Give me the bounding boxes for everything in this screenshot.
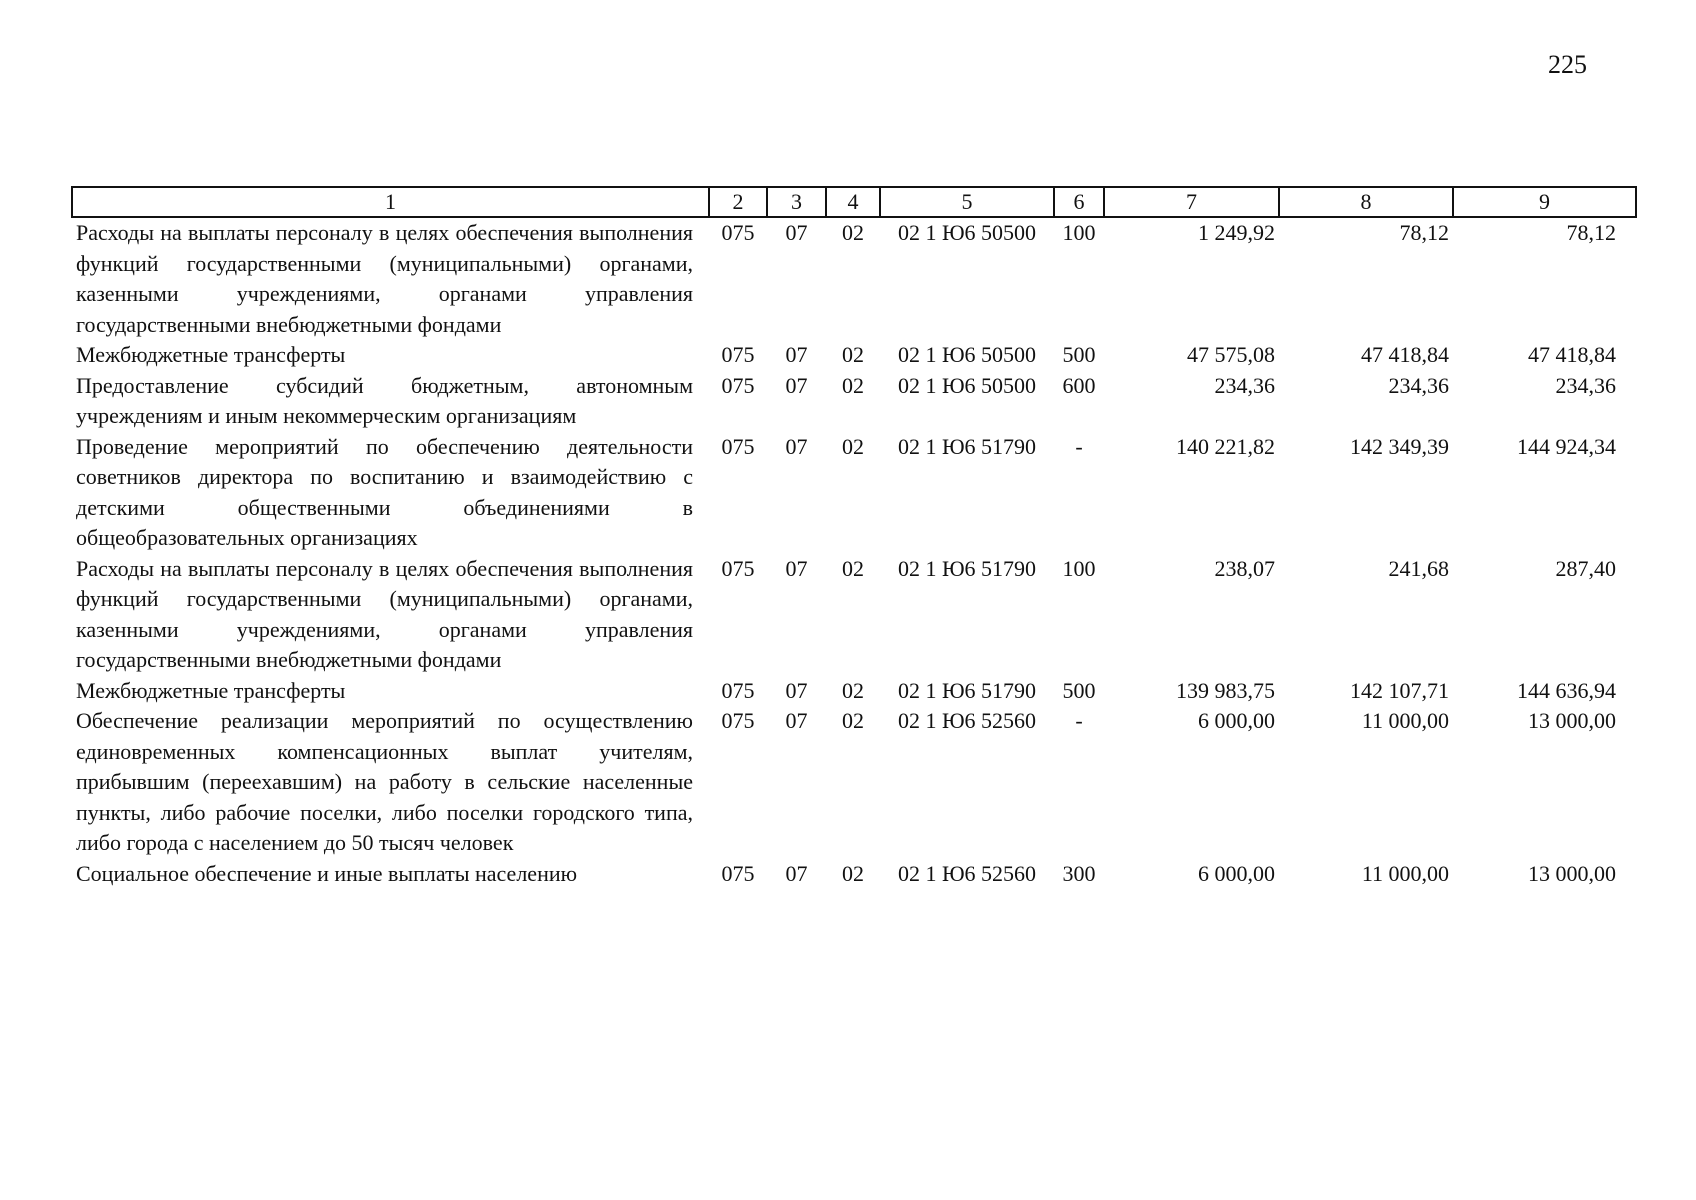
row-amount-col7: 6 000,00 (1198, 708, 1275, 733)
row-code-section: 07 (785, 860, 808, 886)
row-code-target: 02 1 Ю6 50500 (897, 220, 1037, 245)
row-description: Межбюджетные трансферты (76, 342, 346, 367)
row-code-ministry: 075 (721, 708, 755, 733)
row-code-subsection: 02 (842, 372, 864, 398)
row-amount-col8: 47 418,84 (1361, 342, 1449, 367)
row-amount-col9: 78,12 (1566, 220, 1616, 245)
header-col-6: 6 (1054, 187, 1104, 217)
row-description: Расходы на выплаты персоналу в целях обеспечения выполнения функций государственными (муниципальными) органами, казенными учреждениями, органами управления государственными внебюджетными фондами (76, 555, 693, 672)
table-row (72, 676, 1636, 707)
table-row (72, 217, 1636, 340)
table-row (72, 554, 1636, 676)
row-code-ministry: 075 (721, 555, 755, 581)
row-description: Предоставление субсидий бюджетным, автономным учреждениям и иным некоммерческим организациям (76, 372, 693, 428)
budget-table (71, 186, 1637, 889)
row-amount-col9: 47 418,84 (1528, 342, 1616, 367)
row-code-subsection: 02 (842, 342, 864, 367)
row-code-target: 02 1 Ю6 50500 (897, 342, 1037, 367)
row-amount-col7: 139 983,75 (1176, 677, 1275, 703)
row-code-subsection: 02 (842, 708, 864, 733)
row-amount-col8: 142 107,71 (1350, 677, 1449, 703)
row-code-ministry: 075 (721, 677, 755, 703)
row-code-section: 07 (785, 372, 808, 398)
row-amount-col8: 11 000,00 (1361, 708, 1449, 733)
row-code-section: 07 (785, 555, 808, 581)
row-code-section: 07 (785, 220, 808, 245)
header-col-8: 8 (1279, 187, 1453, 217)
table-row (72, 859, 1636, 890)
header-col-9: 9 (1453, 187, 1636, 217)
row-code-section: 07 (785, 677, 808, 703)
table-row (72, 340, 1636, 371)
row-amount-col8: 234,36 (1388, 372, 1449, 398)
row-code-target: 02 1 Ю6 50500 (897, 372, 1037, 398)
row-code-subsection: 02 (842, 860, 864, 886)
row-code-expense-type: 500 (1062, 677, 1096, 703)
row-code-subsection: 02 (842, 555, 864, 581)
table-row (72, 432, 1636, 554)
row-amount-col7: 1 249,92 (1198, 220, 1275, 245)
row-code-ministry: 075 (721, 433, 755, 459)
row-code-subsection: 02 (842, 220, 864, 245)
row-amount-col8: 78,12 (1399, 220, 1449, 245)
header-col-1: 1 (72, 187, 709, 217)
header-col-7: 7 (1104, 187, 1279, 217)
table-body (72, 217, 1636, 889)
row-code-target: 02 1 Ю6 51790 (897, 433, 1037, 459)
header-col-2: 2 (709, 187, 767, 217)
row-code-expense-type: - (1075, 433, 1083, 459)
row-amount-col7: 140 221,82 (1176, 433, 1275, 459)
row-amount-col7: 234,36 (1214, 372, 1275, 398)
row-amount-col9: 144 924,34 (1517, 433, 1616, 459)
row-description: Социальное обеспечение и иные выплаты населению (76, 860, 578, 886)
row-code-target: 02 1 Ю6 51790 (897, 555, 1037, 581)
row-code-subsection: 02 (842, 677, 864, 703)
row-description: Межбюджетные трансферты (76, 677, 346, 703)
row-amount-col7: 238,07 (1214, 555, 1275, 581)
row-code-target: 02 1 Ю6 52560 (897, 708, 1037, 733)
row-amount-col7: 6 000,00 (1198, 860, 1275, 886)
row-code-expense-type: 500 (1062, 342, 1096, 367)
row-code-expense-type: 100 (1062, 220, 1096, 245)
row-amount-col8: 241,68 (1388, 555, 1449, 581)
row-code-section: 07 (785, 342, 808, 367)
row-description: Расходы на выплаты персоналу в целях обеспечения выполнения функций государственными (муниципальными) органами, казенными учреждениями, органами управления государственными внебюджетными фондами (76, 220, 693, 337)
page-number: 225 (1548, 50, 1587, 79)
row-code-subsection: 02 (842, 433, 864, 459)
row-code-target: 02 1 Ю6 51790 (897, 677, 1037, 703)
row-amount-col9: 13 000,00 (1528, 860, 1616, 886)
row-amount-col8: 11 000,00 (1361, 860, 1449, 886)
row-amount-col9: 287,40 (1555, 555, 1616, 581)
row-code-expense-type: - (1075, 708, 1083, 733)
header-col-5: 5 (880, 187, 1054, 217)
row-code-target: 02 1 Ю6 52560 (897, 860, 1037, 886)
row-code-expense-type: 300 (1062, 860, 1096, 886)
table-header (72, 187, 1636, 217)
row-code-section: 07 (785, 433, 808, 459)
row-code-ministry: 075 (721, 342, 755, 367)
header-col-4: 4 (826, 187, 880, 217)
table-row (72, 706, 1636, 859)
row-code-ministry: 075 (721, 220, 755, 245)
row-description: Проведение мероприятий по обеспечению деятельности советников директора по воспитанию и взаимодействию с детскими общественными объединениями в общеобразовательных организациях (76, 433, 693, 550)
row-amount-col7: 47 575,08 (1187, 342, 1275, 367)
row-amount-col8: 142 349,39 (1350, 433, 1449, 459)
table-row (72, 371, 1636, 432)
header-col-3: 3 (767, 187, 826, 217)
row-code-section: 07 (785, 708, 808, 733)
header-row (72, 187, 1636, 217)
row-code-expense-type: 600 (1062, 372, 1096, 398)
row-amount-col9: 234,36 (1555, 372, 1616, 398)
row-amount-col9: 13 000,00 (1528, 708, 1616, 733)
row-description: Обеспечение реализации мероприятий по осуществлению единовременных компенсационных выплат учителям, прибывшим (переехавшим) на работу в сельские населенные пункты, либо рабочие поселки, либо поселки городского типа, либо города с населением до 50 тысяч человек (76, 708, 693, 855)
row-code-ministry: 075 (721, 860, 755, 886)
row-amount-col9: 144 636,94 (1517, 677, 1616, 703)
row-code-ministry: 075 (721, 372, 755, 398)
row-code-expense-type: 100 (1062, 555, 1096, 581)
